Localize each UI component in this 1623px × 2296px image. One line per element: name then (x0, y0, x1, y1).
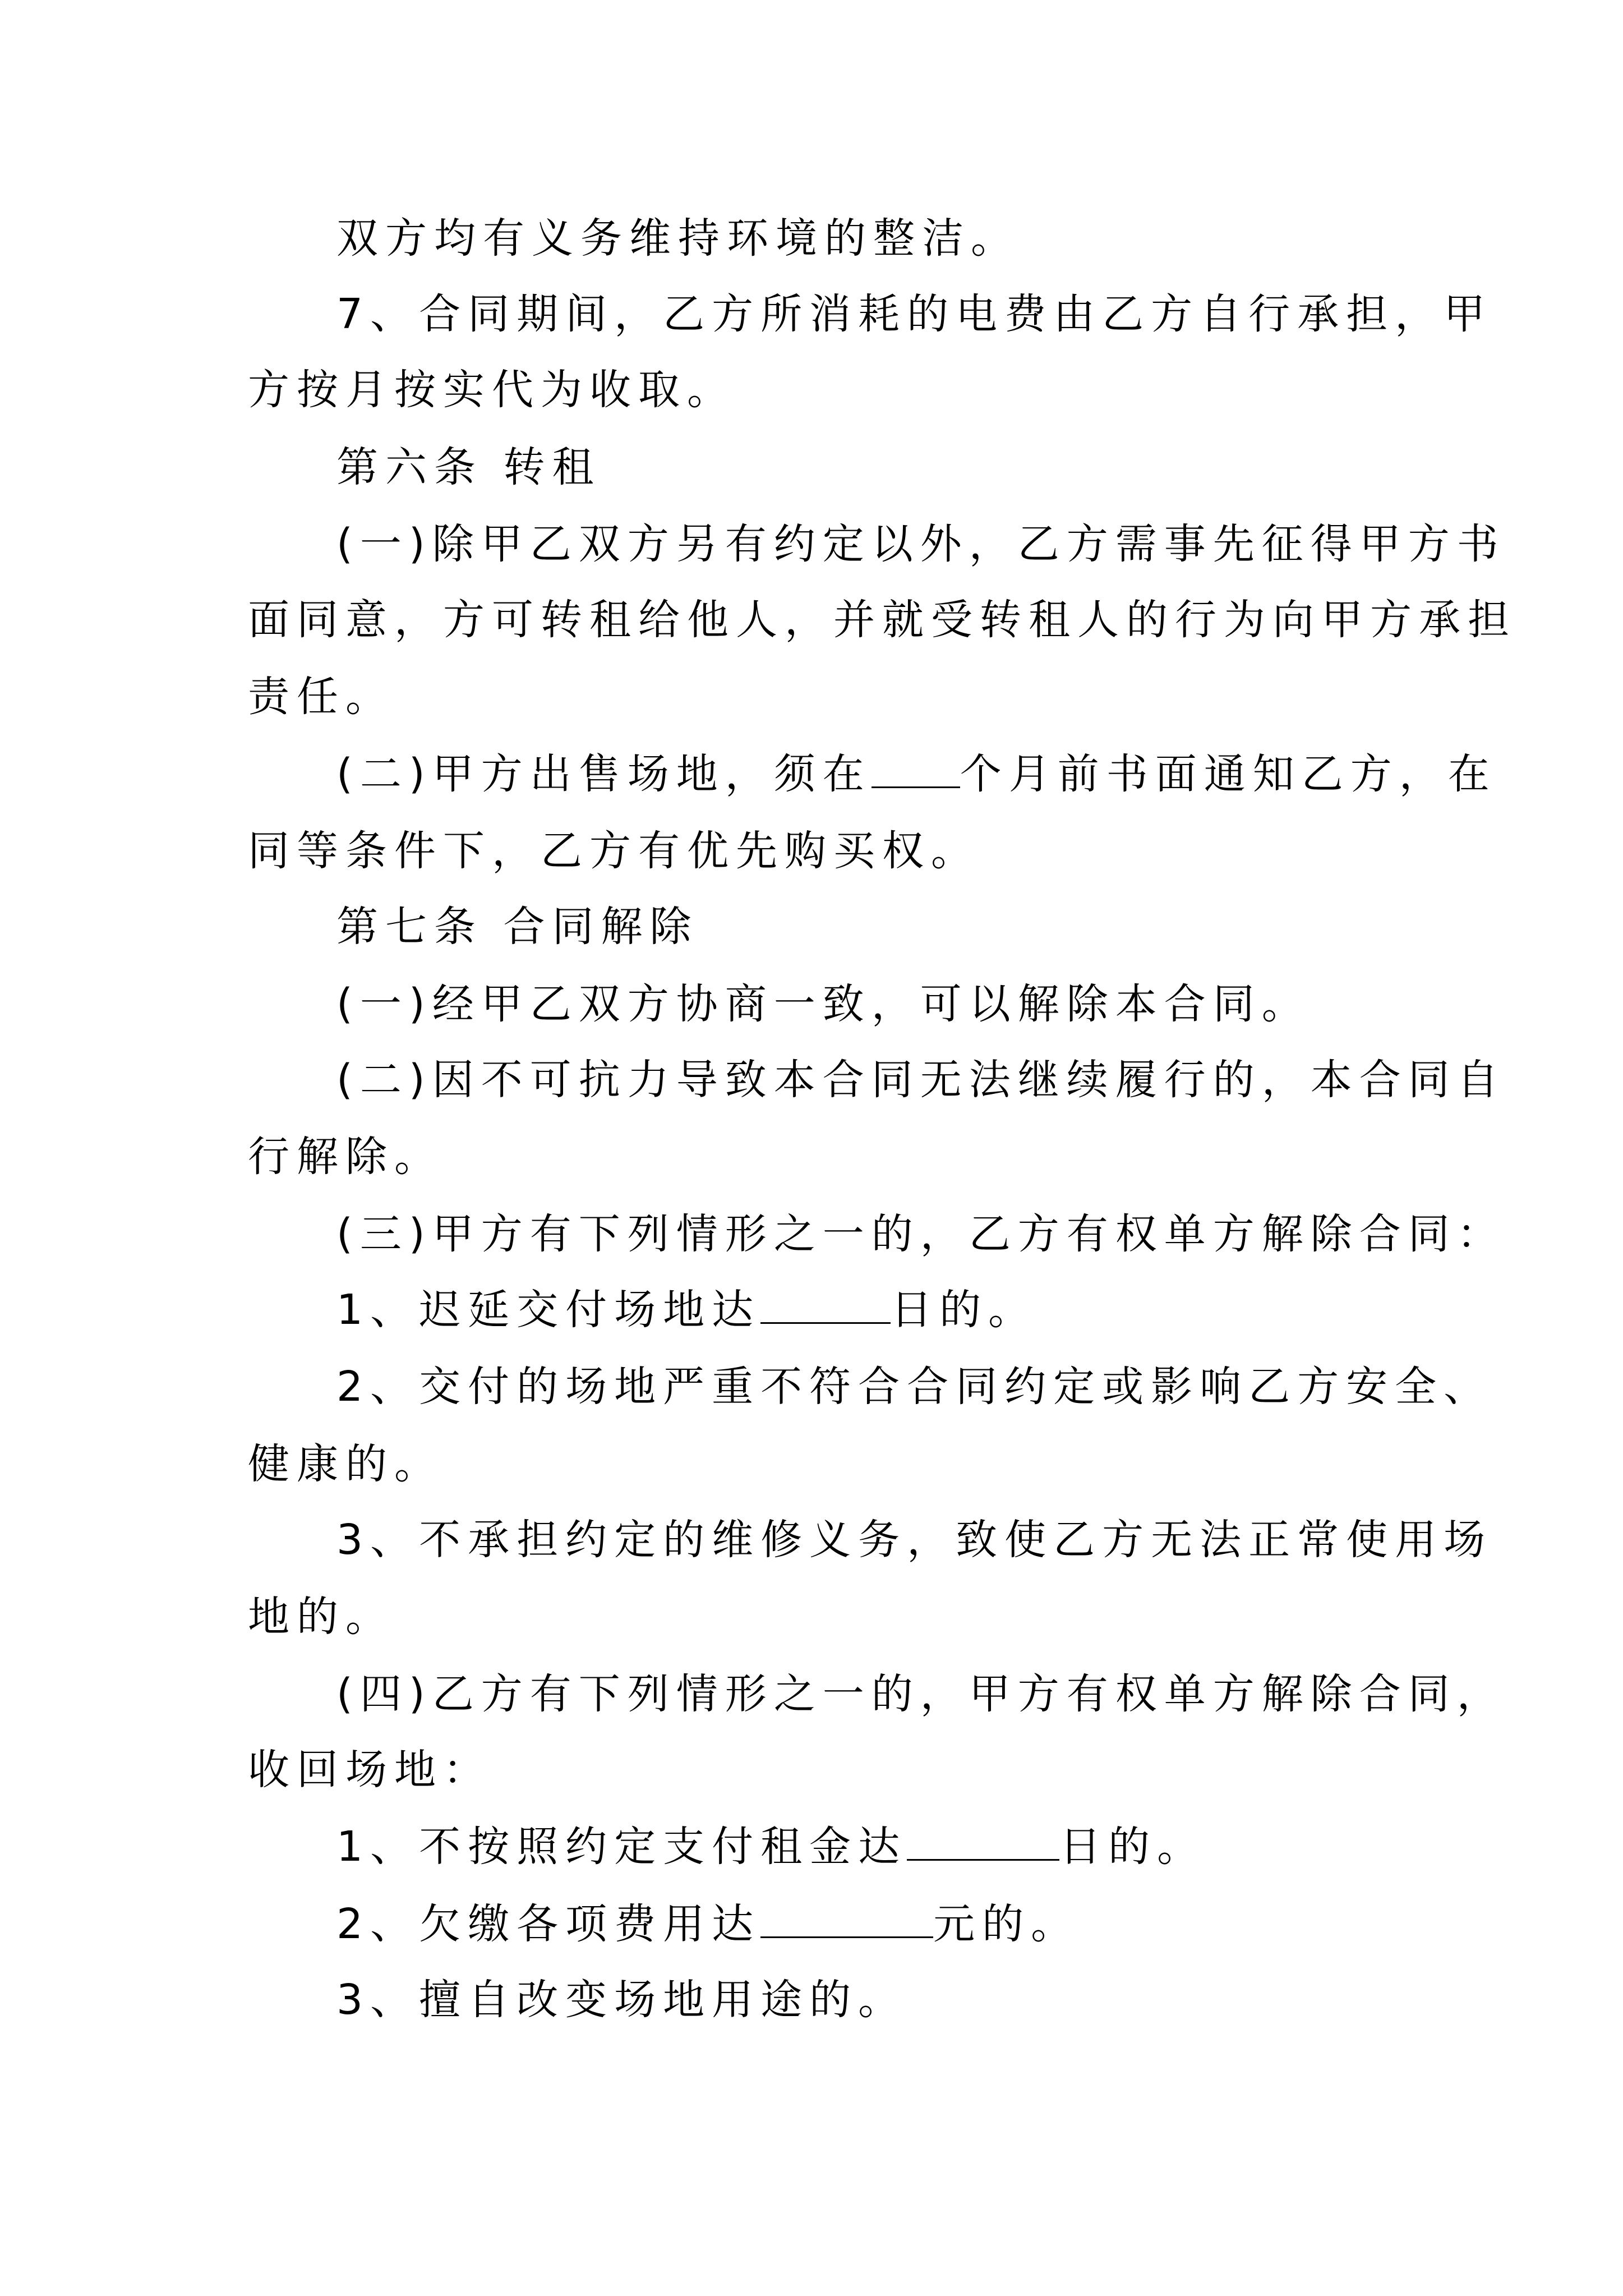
fill-in-blank (872, 746, 960, 788)
heading-text: 第六条 转租 (336, 443, 601, 491)
line-text: 双方均有义务维持环境的整洁。 (336, 214, 1020, 263)
paragraph-line (336, 516, 1506, 572)
paragraph-line (248, 362, 736, 418)
line-text: 收回场地： (248, 1746, 492, 1794)
paragraph-line (248, 669, 394, 725)
paragraph-line (336, 1666, 1506, 1722)
paragraph-line (248, 1436, 443, 1492)
paragraph-line (248, 1742, 492, 1798)
paragraph-line (336, 1512, 1492, 1568)
line-text: 健康的。 (248, 1440, 443, 1488)
line-text: 地的。 (248, 1593, 394, 1641)
paragraph-line (336, 210, 1020, 266)
paragraph-line (336, 976, 1311, 1032)
paragraph-line (336, 286, 1492, 342)
line-text: (一)经甲乙双方协商一致，可以解除本合同。 (336, 980, 1311, 1028)
line-text: 7、合同期间，乙方所消耗的电费由乙方自行承担，甲 (336, 290, 1493, 338)
paragraph-line (248, 592, 1516, 648)
paragraph-line (336, 1972, 907, 2028)
line-text: 元的。 (933, 1900, 1080, 1948)
line-text: 责任。 (248, 673, 394, 721)
paragraph-line (248, 1129, 443, 1185)
paragraph-line (336, 746, 1497, 802)
heading-text: 第七条 合同解除 (336, 903, 699, 951)
line-text: 2、欠缴各项费用达 (336, 1900, 761, 1948)
paragraph-line (248, 1589, 394, 1645)
paragraph-line (248, 823, 980, 879)
line-text: (四)乙方有下列情形之一的，甲方有权单方解除合同， (336, 1670, 1506, 1718)
line-text: 3、擅自改变场地用途的。 (336, 1976, 907, 2024)
line-text: 个月前书面通知乙方，在 (960, 750, 1497, 798)
fill-in-blank (907, 1819, 1059, 1861)
line-text: 同等条件下，乙方有优先购买权。 (248, 827, 980, 875)
line-text: 行解除。 (248, 1133, 443, 1181)
fill-in-blank (760, 1896, 933, 1938)
paragraph-line (336, 1282, 1037, 1338)
line-text: 日的。 (1059, 1823, 1206, 1871)
line-text: (二)因不可抗力导致本合同无法继续履行的，本合同自 (336, 1056, 1506, 1104)
line-text: 1、迟延交付场地达 (336, 1286, 761, 1334)
line-text: 方按月按实代为收取。 (248, 366, 736, 414)
line-text: (一)除甲乙双方另有约定以外，乙方需事先征得甲方书 (336, 520, 1506, 568)
paragraph-line (336, 1896, 1080, 1952)
section-heading (336, 439, 601, 495)
line-text: 3、不承担约定的维修义务，致使乙方无法正常使用场 (336, 1516, 1493, 1564)
paragraph-line (336, 1052, 1506, 1108)
line-text: 面同意，方可转租给他人，并就受转租人的行为向甲方承担 (248, 596, 1516, 644)
section-heading (336, 899, 699, 955)
line-text: (二)甲方出售场地，须在 (336, 750, 872, 798)
line-text: 2、交付的场地严重不符合合同约定或影响乙方安全、 (336, 1363, 1493, 1411)
paragraph-line (336, 1359, 1492, 1415)
paragraph-line (336, 1819, 1206, 1875)
line-text: 日的。 (891, 1286, 1038, 1334)
line-text: 1、不按照约定支付租金达 (336, 1823, 907, 1871)
fill-in-blank (760, 1282, 891, 1324)
line-text: (三)甲方有下列情形之一的，乙方有权单方解除合同： (336, 1210, 1506, 1258)
paragraph-line (336, 1206, 1506, 1262)
